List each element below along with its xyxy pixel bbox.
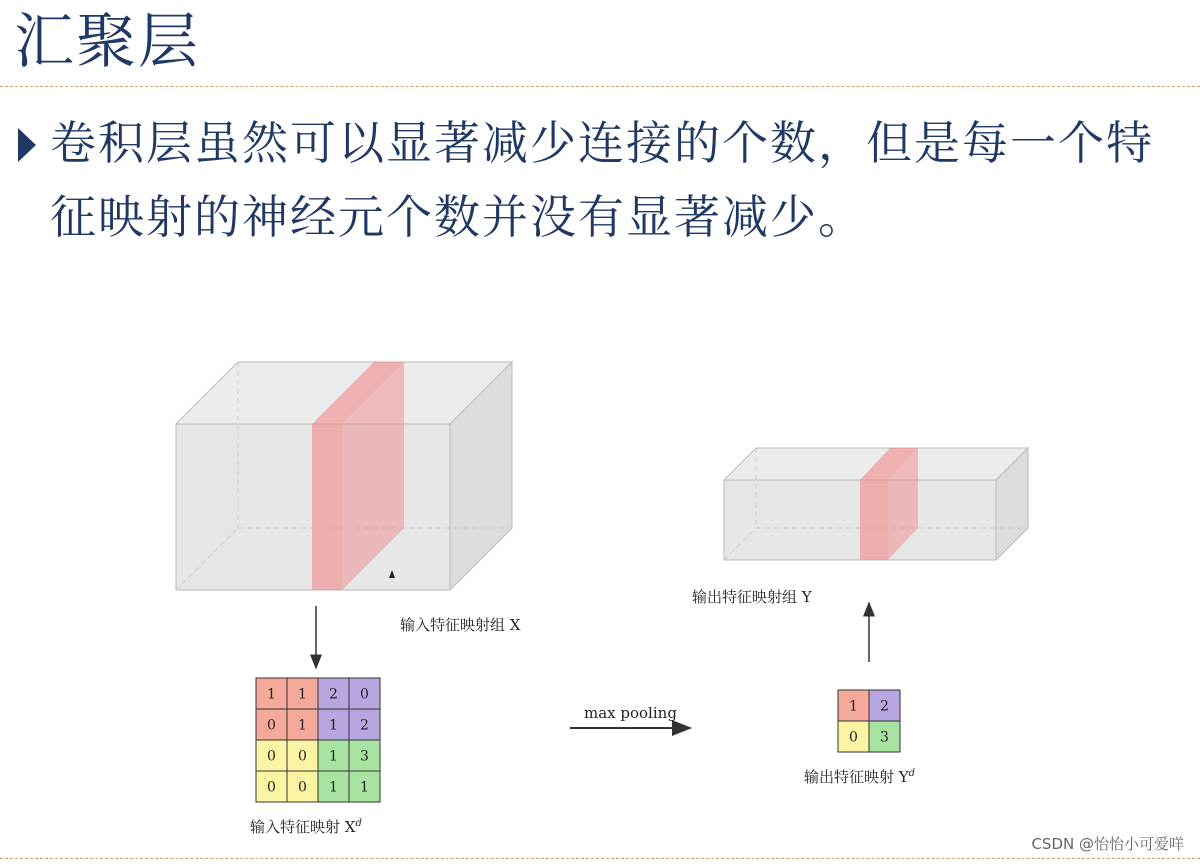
input-grid-cell-value: 0 xyxy=(360,686,369,703)
input-grid-cell-value: 0 xyxy=(267,779,276,796)
input-grid-cell-value: 3 xyxy=(360,748,369,765)
output-grid-cell-value: 3 xyxy=(880,729,889,746)
input-grid-cell-value: 0 xyxy=(267,717,276,734)
input-grid-cell-value: 2 xyxy=(360,717,369,734)
output-grid-cell-value: 0 xyxy=(849,729,858,746)
input-grid-cell-value: 1 xyxy=(329,717,338,734)
watermark: CSDN @怡怡小可爱咩 xyxy=(1031,835,1184,853)
output-feature-map-grid xyxy=(838,690,900,752)
operation-label: max pooling xyxy=(584,704,677,722)
input-feature-cube xyxy=(176,362,512,590)
output-map-label: 输出特征映射 $Y^d$ xyxy=(804,768,916,786)
bullet-text: 卷积层虽然可以显著减少连接的个数，但是每一个特征映射的神经元个数并没有显著减少。 xyxy=(50,116,1154,244)
slide-title: 汇聚层 xyxy=(14,7,200,77)
input-grid-cell-value: 1 xyxy=(298,686,307,703)
input-grid-cell-value: 0 xyxy=(267,748,276,765)
input-grid-cell-value: 1 xyxy=(298,717,307,734)
input-feature-map-grid xyxy=(256,678,380,802)
input-grid-cell-value: 1 xyxy=(329,779,338,796)
output-grid-cell-value: 1 xyxy=(849,698,858,715)
input-grid-cell-value: 1 xyxy=(267,686,276,703)
input-grid-cell-value: 0 xyxy=(298,779,307,796)
output-group-label: 输出特征映射组 Y xyxy=(692,588,812,606)
input-map-label: 输入特征映射 $X^d$ xyxy=(250,818,362,836)
input-grid-cell-value: 2 xyxy=(329,686,338,703)
input-group-label: 输入特征映射组 X xyxy=(400,616,521,634)
output-grid-cell-value: 2 xyxy=(880,698,889,715)
output-feature-cube xyxy=(724,448,1028,560)
input-grid-cell-value: 0 xyxy=(298,748,307,765)
input-grid-cell-value: 1 xyxy=(329,748,338,765)
input-grid-cell-value: 1 xyxy=(360,779,369,796)
footer-divider xyxy=(0,858,1200,859)
